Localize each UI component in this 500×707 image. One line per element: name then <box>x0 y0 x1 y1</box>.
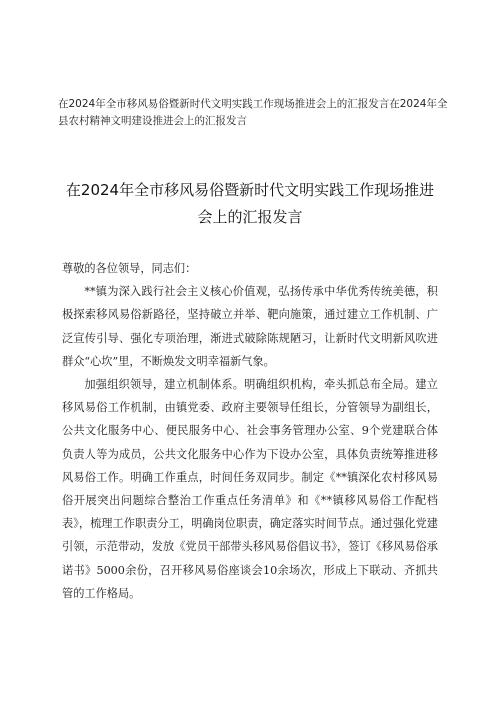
title-line-1: 在2024年全市移风易俗暨新时代文明实践工作现场推进 <box>65 181 435 199</box>
document-body <box>62 257 438 605</box>
document-header: 在2024年全市移风易俗暨新时代文明实践工作现场推进会上的汇报发言在2024年全县农村精神文明建设推进会上的汇报发言 <box>58 98 448 127</box>
paragraph-2: 加强组织领导，建立机制体系。明确组织机构，牵头抓总布全局。建立移风易俗工作机制，由镇党委、政府主要领导任组长，分管领导为副组长，公共文化服务中心、便民服务中心、社会事务管理办公室、9个党建联合体负责人等为成员，公共文化服务中心作为下设办公室，具体负责统筹推进移风易俗工作。明确工作重点，时间任务双同步。制定《**镇深化农村移风易俗开展突出问题综合整治工作重点任务清单》和《**镇移风易俗工作配档表》，梳理工作职责分工，明确岗位职责，确定落实时间节点。通过强化党建引领，示范带动，发放《党员干部带头移风易俗倡议书》，签订《移风易俗承诺书》5000余份，召开移风易俗座谈会10余场次，形成上下联动、齐抓共管的工作格局。 <box>62 378 438 600</box>
document-title <box>60 177 440 231</box>
salutation: 尊敬的各位领导，同志们： <box>62 262 197 275</box>
paragraph-1: **镇为深入践行社会主义核心价值观，弘扬传承中华优秀传统美德，积极探索移风易俗新路径，坚持破立并举、靶向施策，通过建立工作机制、广泛宣传引导、强化专项治理，渐进式破除陈规陋习，让新时代文明新风吹进群众“心坎”里，不断焕发文明幸福新气象。 <box>62 285 438 368</box>
title-line-2: 会上的汇报发言 <box>197 208 303 226</box>
